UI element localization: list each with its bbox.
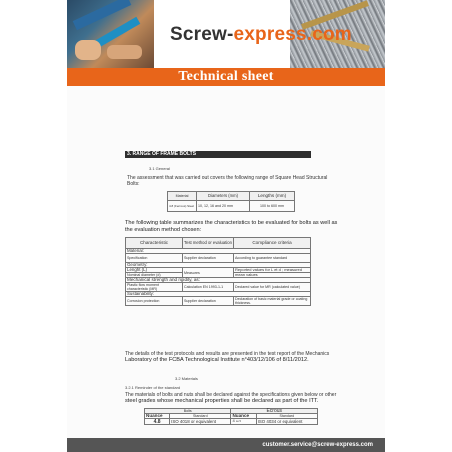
chars-cell: Plastic flow moment characteristic (MR) bbox=[126, 283, 183, 292]
chars-header-characteristic: Characteristic bbox=[126, 238, 183, 249]
nuts-standard: ISO 4034 or equivalent bbox=[256, 419, 317, 425]
chars-group-geometry: Geometry: bbox=[126, 263, 311, 268]
chars-cell: Calculation EN 1993-1-1 bbox=[183, 283, 234, 292]
chars-cell: Declared value for MR (calculated value) bbox=[234, 283, 311, 292]
chars-intro-line-1: The following table summarizes the characteristics to be evaluated for bolts as well as bbox=[125, 220, 338, 226]
tools-photo bbox=[67, 0, 154, 68]
range-header-material: Material bbox=[168, 192, 197, 201]
bolts-standard: ISO 4018 or equivalent bbox=[170, 419, 231, 425]
nuts-grade-note: ou 5 bbox=[235, 420, 241, 423]
range-header-lengths: Lengths (mm) bbox=[250, 192, 295, 201]
after-table-line-1: The details of the test protocols and results are presented in the test report of the Mechanics bbox=[125, 351, 330, 357]
range-header-diameters: Diameters (mm) bbox=[197, 192, 250, 201]
title-banner bbox=[67, 68, 385, 86]
bolts-standard-header: Standard bbox=[170, 414, 231, 419]
section-heading-bar bbox=[125, 151, 311, 158]
footer-bar bbox=[67, 438, 385, 452]
chars-cell: Measures bbox=[183, 268, 234, 278]
chars-cell: Lenght (L) bbox=[126, 268, 183, 273]
chars-cell: According to guarantee standard bbox=[234, 254, 311, 263]
chars-cell: Supplier declaration bbox=[183, 254, 234, 263]
chars-cell: Nominal diameter (d) bbox=[126, 273, 183, 278]
chars-header-method: Test method or evaluation bbox=[183, 238, 234, 249]
bolts-title: Bolts bbox=[145, 409, 231, 414]
chars-intro-line-2: the evaluation method chosen: bbox=[125, 227, 202, 233]
nuts-nuance-header: Nuance bbox=[231, 414, 256, 419]
nuts-standard-header: Standard bbox=[256, 414, 317, 419]
characteristics-table bbox=[125, 237, 311, 306]
logo-accent: express.com bbox=[233, 24, 352, 45]
page-title: Technical sheet bbox=[178, 69, 274, 84]
after-table-line-2: Laboratory of the FCBA Technological Institute n°403/12/106 of 8/11/2012. bbox=[125, 357, 309, 363]
range-cell-material: 4.8 (Ferrous) Steel bbox=[168, 201, 197, 212]
range-cell-diameters: 10, 12, 16 and 20 mm bbox=[197, 201, 250, 212]
range-cell-lengths: 100 to 600 mm bbox=[250, 201, 295, 212]
chars-cell: Declaration of basic material grade or coating thickness. bbox=[234, 297, 311, 306]
chars-cell: Supplier declaration bbox=[183, 297, 234, 306]
nuts-grade: 4 bbox=[232, 418, 235, 423]
chars-header-criteria: Compliance criteria bbox=[234, 238, 311, 249]
chars-group-material: Material: bbox=[126, 249, 311, 254]
bolts-grade: 4.8 bbox=[145, 419, 170, 425]
chars-cell: Reported values for L et d ; measured bbox=[234, 268, 311, 273]
grades-table bbox=[144, 408, 318, 425]
materials-reminder: 3.2.1 Reminder of the standard bbox=[125, 385, 181, 390]
materials-line-1: The materials of bolts and nuts shall be declared against the specifications given below or other bbox=[125, 392, 337, 398]
contact-email-link[interactable]: customer.service@screw-express.com bbox=[262, 442, 373, 448]
materials-heading: 3.2 Materials bbox=[175, 376, 198, 381]
scanned-document bbox=[67, 86, 385, 438]
chars-group-sustainability: Sustainability: bbox=[126, 292, 311, 297]
chars-cell: mean values bbox=[234, 273, 311, 278]
subheading-general: 3.1 General bbox=[149, 166, 170, 171]
nuts-title: Ecrous bbox=[231, 409, 318, 414]
nuts-grade-cell bbox=[231, 419, 256, 425]
bolts-nuance-header: Nuance bbox=[145, 414, 170, 419]
section-heading: 3. RANGE OF FRAME BOLTS bbox=[127, 151, 197, 157]
chars-cell: Corrosion protection bbox=[126, 297, 183, 306]
materials-line-2: steel grades whose mechanical properties shall be declared as part of the ITT. bbox=[125, 398, 319, 404]
intro-line-1: The assessment that was carried out covers the following range of Square Head Structural bbox=[127, 175, 328, 181]
brand-logo[interactable] bbox=[170, 24, 352, 46]
chars-cell: Specification bbox=[126, 254, 183, 263]
intro-line-2: Bolts: bbox=[127, 181, 140, 187]
range-table bbox=[167, 191, 295, 212]
logo-main: Screw- bbox=[170, 24, 234, 45]
chars-group-mechanical: Mechanical strength and rigidity, as: bbox=[126, 278, 311, 283]
